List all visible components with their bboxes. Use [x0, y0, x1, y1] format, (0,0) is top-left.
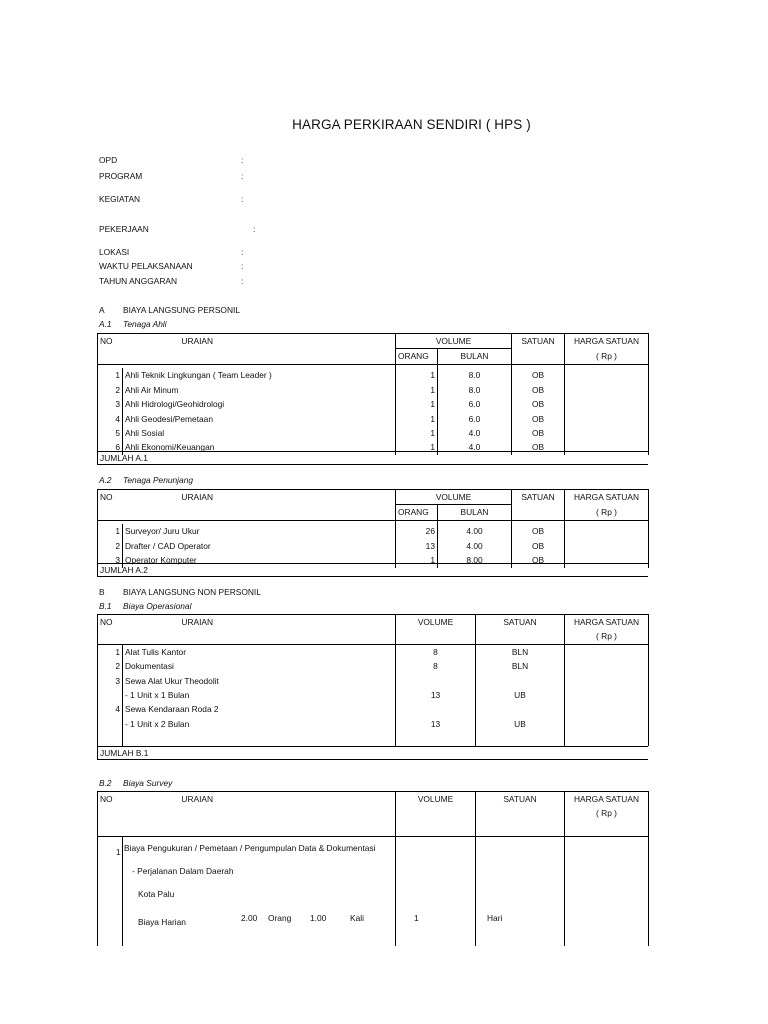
table-row: 3 Ahli Hidrologi/Geohidrologi 1 6.0 OB [98, 397, 649, 411]
table-a2 [97, 489, 649, 568]
section-a2-title: Tenaga Penunjang [123, 475, 194, 485]
field-lokasi-colon: : [241, 247, 244, 257]
field-program-colon: : [241, 171, 244, 181]
section-a1-code: A.1 [99, 319, 112, 329]
header-rp: ( Rp ) [565, 806, 649, 836]
b2-harian-unit1: Orang [268, 913, 292, 923]
field-opd-label: OPD [99, 155, 118, 165]
field-pekerjaan-colon: : [253, 224, 256, 234]
header-uraian: URAIAN [123, 792, 396, 807]
table-row: - 1 Unit x 1 Bulan 13 UB [98, 688, 649, 702]
table-a1 [97, 333, 649, 455]
header-bulan: BULAN [438, 349, 512, 364]
table-row: 2 Ahli Air Minum 1 8.0 OB [98, 383, 649, 397]
b2-harian-label: Biaya Harian [138, 917, 186, 927]
b2-line-3: Kota Palu [138, 889, 175, 899]
b2-row-no: 1 [116, 847, 121, 857]
header-no: NO [98, 792, 123, 807]
header-volume: VOLUME [396, 615, 476, 630]
table-row: 1 Surveyor/ Juru Ukur 26 4.00 OB [98, 524, 649, 538]
field-opd-colon: : [241, 155, 244, 165]
field-lokasi-label: LOKASI [99, 247, 130, 257]
section-a1-title: Tenaga Ahli [123, 319, 167, 329]
section-b-title: BIAYA LANGSUNG NON PERSONIL [123, 587, 261, 597]
table-row: 3 Sewa Alat Ukur Theodolit [98, 674, 649, 688]
section-b1-code: B.1 [99, 601, 112, 611]
table-row: - 1 Unit x 2 Bulan 13 UB [98, 717, 649, 731]
table-row: 3 Operator Komputer 1 8.00 OB [98, 553, 649, 567]
table-row: 1 Alat Tulis Kantor 8 BLN [98, 644, 649, 659]
b2-harian-satuan: Hari [487, 913, 503, 923]
b2-harian-vol: 1 [414, 913, 419, 923]
header-uraian: URAIAN [123, 615, 396, 630]
header-volume: VOLUME [396, 490, 512, 505]
header-uraian: URAIAN [123, 490, 396, 505]
header-rp: ( Rp ) [565, 629, 649, 644]
header-uraian: URAIAN [123, 334, 396, 349]
total-a2: JUMLAH A.2 [97, 563, 648, 577]
section-b2-code: B.2 [99, 778, 112, 788]
b2-line-2: - Perjalanan Dalam Daerah [132, 866, 234, 876]
header-satuan: SATUAN [476, 792, 565, 807]
table-row: 6 Ahli Ekonomi/Keuangan 1 4.0 OB [98, 440, 649, 454]
header-harga: HARGA SATUAN [565, 334, 649, 349]
b2-line-1: Biaya Pengukuran / Pemetaan / Pengumpulan Data & Dokumentasi [124, 843, 376, 853]
b2-harian-unit2: Kali [350, 913, 364, 923]
header-satuan: SATUAN [512, 490, 565, 505]
header-no: NO [98, 615, 123, 630]
field-tahun-label: TAHUN ANGGARAN [99, 276, 178, 286]
b2-harian-qty1: 2.00 [241, 913, 258, 923]
field-program-label: PROGRAM [99, 171, 143, 181]
table-row: 4 Sewa Kendaraan Roda 2 [98, 702, 649, 716]
header-harga: HARGA SATUAN [565, 490, 649, 505]
section-a-title: BIAYA LANGSUNG PERSONIL [123, 305, 240, 315]
field-kegiatan-label: KEGIATAN [99, 194, 141, 204]
header-rp: ( Rp ) [565, 349, 649, 364]
header-orang: ORANG [396, 505, 438, 520]
table-row: 2 Dokumentasi 8 BLN [98, 659, 649, 673]
total-b1: JUMLAH B.1 [97, 746, 648, 760]
table-row: 4 Ahli Geodesi/Pemetaan 1 6.0 OB [98, 412, 649, 426]
section-a-code: A [99, 305, 105, 315]
header-bulan: BULAN [438, 505, 512, 520]
header-satuan: SATUAN [476, 615, 565, 630]
header-satuan: SATUAN [512, 334, 565, 349]
header-rp: ( Rp ) [565, 505, 649, 520]
header-orang: ORANG [396, 349, 438, 364]
section-b-code: B [99, 587, 105, 597]
header-volume: VOLUME [396, 792, 476, 807]
field-waktu-label: WAKTU PELAKSANAAN [99, 261, 193, 271]
field-tahun-colon: : [241, 276, 244, 286]
section-b1-title: Biaya Operasional [123, 601, 192, 611]
field-kegiatan-colon: : [241, 194, 244, 204]
b2-harian-qty2: 1.00 [310, 913, 327, 923]
header-no: NO [98, 334, 123, 349]
field-pekerjaan-label: PEKERJAAN [99, 224, 149, 234]
header-harga: HARGA SATUAN [565, 792, 649, 807]
table-row: 5 Ahli Sosial 1 4.0 OB [98, 426, 649, 440]
header-harga: HARGA SATUAN [565, 615, 649, 630]
total-a1: JUMLAH A.1 [97, 451, 648, 465]
table-row: 1 Ahli Teknik Lingkungan ( Team Leader ) 1 8.0 OB [98, 368, 649, 382]
table-row: 2 Drafter / CAD Operator 13 4.00 OB [98, 539, 649, 553]
table-b1 [97, 614, 649, 746]
header-no: NO [98, 490, 123, 505]
section-b2-title: Biaya Survey [123, 778, 173, 788]
page-title: HARGA PERKIRAAN SENDIRI ( HPS ) [292, 117, 531, 132]
field-waktu-colon: : [241, 261, 244, 271]
header-volume: VOLUME [396, 334, 512, 349]
section-a2-code: A.2 [99, 475, 112, 485]
